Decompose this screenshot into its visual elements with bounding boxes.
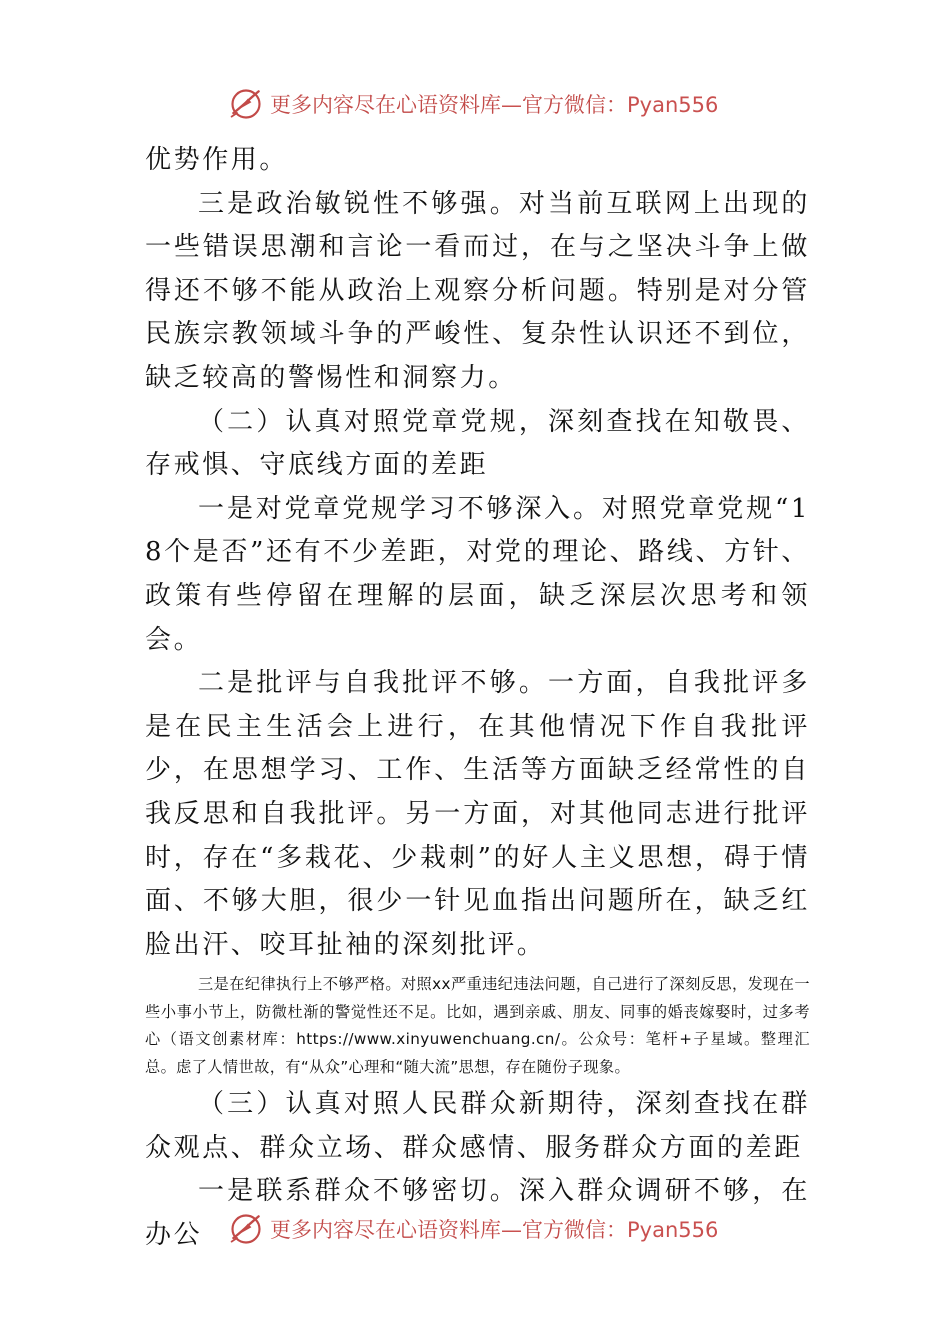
banner-wechat-id: Pyan556 <box>627 1218 719 1242</box>
header-banner <box>228 84 748 124</box>
footer-banner <box>228 1209 748 1249</box>
paragraph: 三是政治敏锐性不够强。对当前互联网上出现的一些错误思潮和言论一看而过，在与之坚决斗争上做得还不够不能从政治上观察分析问题。特别是对分管民族宗教领域斗争的严峻性、复杂性认识还不到位，缺乏较高的警惕性和洞察力。 <box>145 188 810 393</box>
banner-dash: — <box>501 93 522 117</box>
paragraph: 优势作用。 <box>145 145 289 175</box>
paragraph: 一是联系群众不够密切。深入群众调研不够，在办公 <box>145 1176 810 1251</box>
section-heading: （二）认真对照党章党规，深刻查找在知敬畏、存戒惧、守底线方面的差距 <box>145 406 810 481</box>
paragraph: 二是批评与自我批评不够。一方面，自我批评多是在民主生活会上进行，在其他情况下作自我批评少，在思想学习、工作、生活等方面缺乏经常性的自我反思和自我批评。另一方面，对其他同志进行批评时，存在“多栽花、少栽刺”的好人主义思想，碍于情面、不够大胆，很少一针见血指出问题所在，缺乏红脸出汗、咬耳扯袖的深刻批评。 <box>145 668 810 960</box>
banner-suffix-text: 官方微信： <box>522 93 627 117</box>
banner-wechat-id: Pyan556 <box>627 93 719 117</box>
banner-suffix-text: 官方微信： <box>522 1218 627 1242</box>
paragraph-small: 三是在纪律执行上不够严格。对照xx严重违纪违法问题，自己进行了深刻反思，发现在一些小事小节上，防微杜渐的警觉性还不足。比如，遇到亲戚、朋友、同事的婚丧嫁娶时，过多考心（语文创素材库：https://www.xinyuwenchuang.cn/。公众号：笔杆+子星域。整理汇总。虑了人情世故，有“从众”心理和“随大流”思想，存在随份子现象。 <box>145 975 810 1076</box>
pen-nib-logo-icon <box>228 86 264 122</box>
banner-main-text: 更多内容尽在心语资料库 <box>270 93 501 117</box>
banner-text <box>270 89 718 119</box>
banner-main-text: 更多内容尽在心语资料库 <box>270 1218 501 1242</box>
paragraph: 一是对党章党规学习不够深入。对照党章党规“18个是否”还有不少差距，对党的理论、路线、方针、政策有些停留在理解的层面，缺乏深层次思考和领会。 <box>145 493 810 655</box>
banner-dash: — <box>501 1218 522 1242</box>
document-body <box>145 139 810 1258</box>
pen-nib-logo-icon <box>228 1211 264 1247</box>
section-heading: （三）认真对照人民群众新期待，深刻查找在群众观点、群众立场、群众感情、服务群众方面的差距 <box>145 1089 810 1163</box>
banner-text <box>270 1214 718 1244</box>
